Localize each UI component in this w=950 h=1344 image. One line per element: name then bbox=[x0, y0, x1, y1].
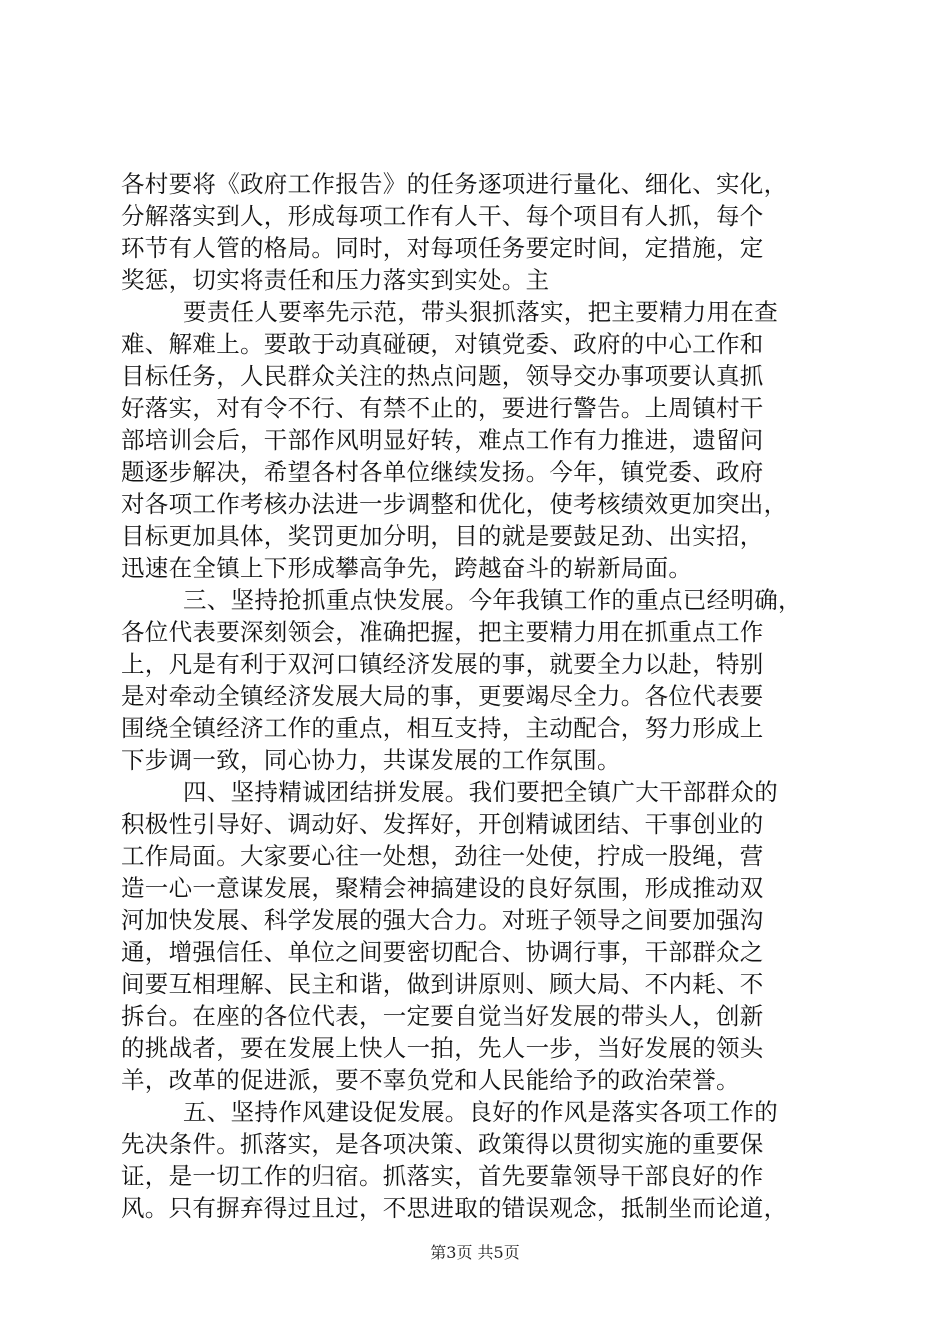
text-line: 风。只有摒弃得过且过，不思进取的错误观念，抵制坐而论道， bbox=[121, 1194, 788, 1222]
text-line: 要责任人要率先示范，带头狠抓落实，把主要精力用在查 bbox=[183, 298, 778, 326]
text-line: 积极性引导好、调动好、发挥好，开创精诚团结、干事创业的 bbox=[121, 810, 764, 838]
text-line: 奖惩，切实将责任和压力落实到实处。主 bbox=[121, 266, 550, 294]
text-line: 拆台。在座的各位代表，一定要自觉当好发展的带头人，创新 bbox=[121, 1002, 764, 1030]
text-line: 羊，改革的促进派，要不辜负党和人民能给予的政治荣誉。 bbox=[121, 1066, 740, 1094]
text-line: 间要互相理解、民主和谐，做到讲原则、顾大局、不内耗、不 bbox=[121, 970, 764, 998]
text-line: 下步调一致，同心协力，共谋发展的工作氛围。 bbox=[121, 746, 621, 774]
text-line: 分解落实到人，形成每项工作有人干、每个项目有人抓，每个 bbox=[121, 202, 764, 230]
text-line: 题逐步解决，希望各村各单位继续发扬。今年，镇党委、政府 bbox=[121, 458, 764, 486]
text-line: 的挑战者，要在发展上快人一拍，先人一步，当好发展的领头 bbox=[121, 1034, 764, 1062]
text-line: 河加快发展、科学发展的强大合力。对班子领导之间要加强沟 bbox=[121, 906, 764, 934]
text-line: 三、坚持抢抓重点快发展。今年我镇工作的重点已经明确， bbox=[183, 586, 802, 614]
text-line: 是对牵动全镇经济发展大局的事，更要竭尽全力。各位代表要 bbox=[121, 682, 764, 710]
text-line: 难、解难上。要敢于动真碰硬，对镇党委、政府的中心工作和 bbox=[121, 330, 764, 358]
text-line: 上，凡是有利于双河口镇经济发展的事，就要全力以赴，特别 bbox=[121, 650, 764, 678]
text-line: 好落实，对有令不行、有禁不止的，要进行警告。上周镇村干 bbox=[121, 394, 764, 422]
text-line: 证，是一切工作的归宿。抓落实，首先要靠领导干部良好的作 bbox=[121, 1162, 764, 1190]
text-line: 造一心一意谋发展，聚精会神搞建设的良好氛围，形成推动双 bbox=[121, 874, 764, 902]
text-line: 各位代表要深刻领会，准确把握，把主要精力用在抓重点工作 bbox=[121, 618, 764, 646]
page-footer: 第3页 共5页 bbox=[430, 1243, 520, 1262]
text-line: 围绕全镇经济工作的重点，相互支持，主动配合，努力形成上 bbox=[121, 714, 764, 742]
body-text bbox=[121, 168, 833, 1224]
text-line: 四、坚持精诚团结拼发展。我们要把全镇广大干部群众的 bbox=[183, 778, 778, 806]
text-line: 通，增强信任、单位之间要密切配合、协调行事，干部群众之 bbox=[121, 938, 764, 966]
text-line: 工作局面。大家要心往一处想，劲往一处使，拧成一股绳，营 bbox=[121, 842, 764, 870]
text-line: 各村要将《政府工作报告》的任务逐项进行量化、细化、实化， bbox=[121, 170, 788, 198]
text-line: 迅速在全镇上下形成攀高争先，跨越奋斗的崭新局面。 bbox=[121, 554, 693, 582]
text-line: 环节有人管的格局。同时，对每项任务要定时间，定措施，定 bbox=[121, 234, 764, 262]
text-line: 对各项工作考核办法进一步调整和优化，使考核绩效更加突出， bbox=[121, 490, 788, 518]
text-line: 目标任务，人民群众关注的热点问题，领导交办事项要认真抓 bbox=[121, 362, 764, 390]
text-line: 五、坚持作风建设促发展。良好的作风是落实各项工作的 bbox=[183, 1098, 778, 1126]
text-line: 目标更加具体，奖罚更加分明，目的就是要鼓足劲、出实招， bbox=[121, 522, 764, 550]
text-line: 先决条件。抓落实，是各项决策、政策得以贯彻实施的重要保 bbox=[121, 1130, 764, 1158]
text-line: 部培训会后，干部作风明显好转，难点工作有力推进，遗留问 bbox=[121, 426, 764, 454]
